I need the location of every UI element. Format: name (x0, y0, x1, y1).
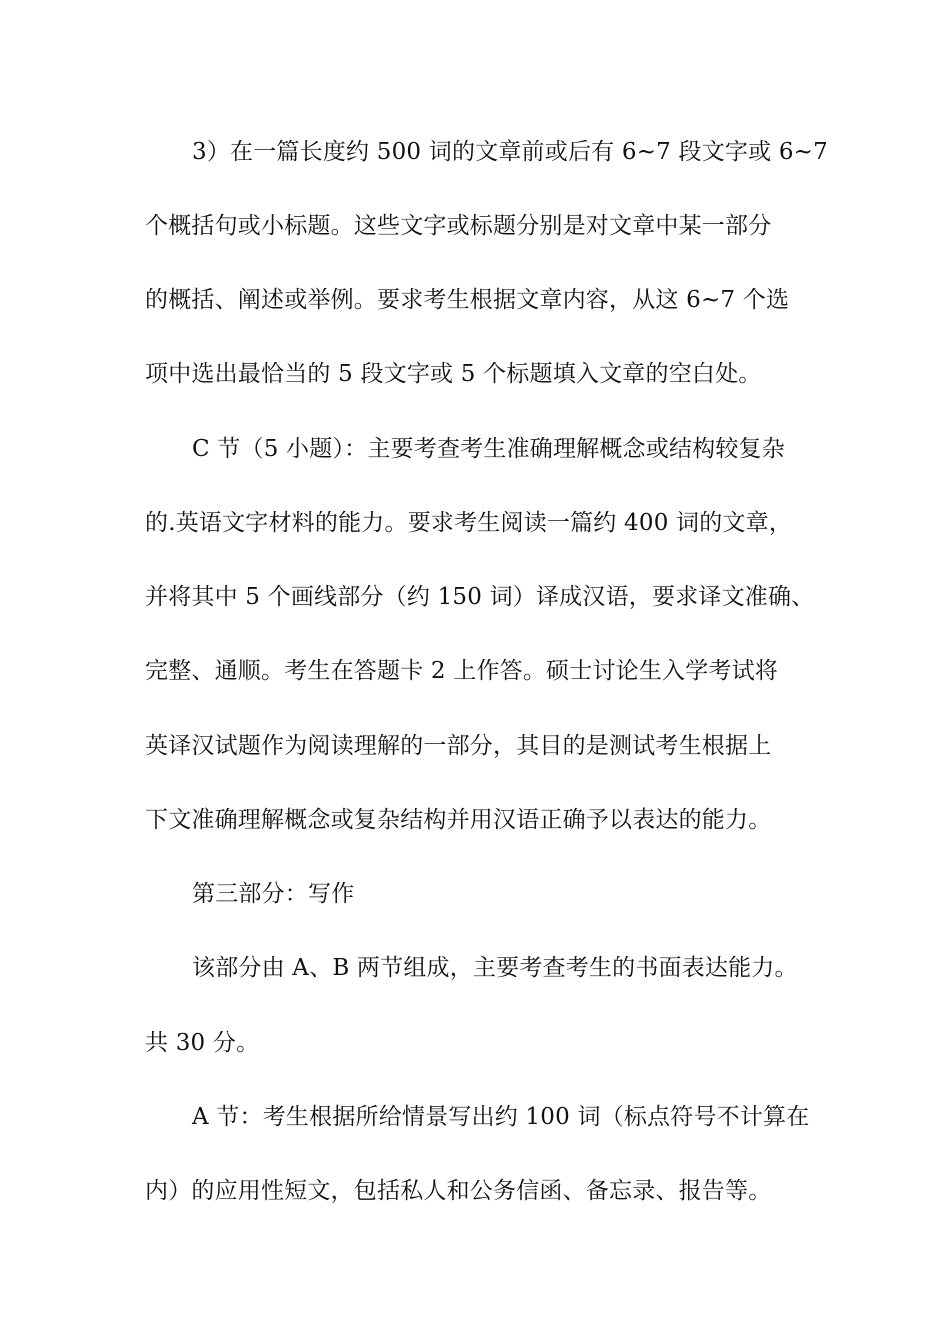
paragraph-line: 个概括句或小标题。这些文字或标题分别是对文章中某一部分 (145, 213, 772, 239)
paragraph-line: C 节（5 小题）：主要考查考生准确理解概念或结构较复杂 (192, 436, 785, 462)
paragraph-line: 的概括、阐述或举例。要求考生根据文章内容，从这 6~7 个选 (145, 287, 790, 313)
paragraph-line: 项中选出最恰当的 5 段文字或 5 个标题填入文章的空白处。 (145, 361, 762, 387)
paragraph-line: 该部分由 A、B 两节组成，主要考查考生的书面表达能力。 (192, 955, 798, 981)
paragraph-line: 的.英语文字材料的能力。要求考生阅读一篇约 400 词的文章， (145, 510, 793, 536)
paragraph-line: A 节：考生根据所给情景写出约 100 词（标点符号不计算在 (192, 1104, 810, 1130)
paragraph-line: 并将其中 5 个画线部分（约 150 词）译成汉语，要求译文准确、 (145, 584, 815, 610)
paragraph-line: 下文准确理解概念或复杂结构并用汉语正确予以表达的能力。 (145, 807, 772, 833)
paragraph-line: 英译汉试题作为阅读理解的一部分，其目的是测试考生根据上 (145, 733, 772, 759)
paragraph-line: 3）在一篇长度约 500 词的文章前或后有 6~7 段文字或 6~7 (192, 139, 828, 165)
paragraph-line: 共 30 分。 (145, 1030, 260, 1056)
paragraph-line: 内）的应用性短文，包括私人和公务信函、备忘录、报告等。 (145, 1178, 772, 1204)
section-heading: 第三部分：写作 (192, 881, 355, 907)
paragraph-line: 完整、通顺。考生在答题卡 2 上作答。硕士讨论生入学考试将 (145, 658, 779, 684)
